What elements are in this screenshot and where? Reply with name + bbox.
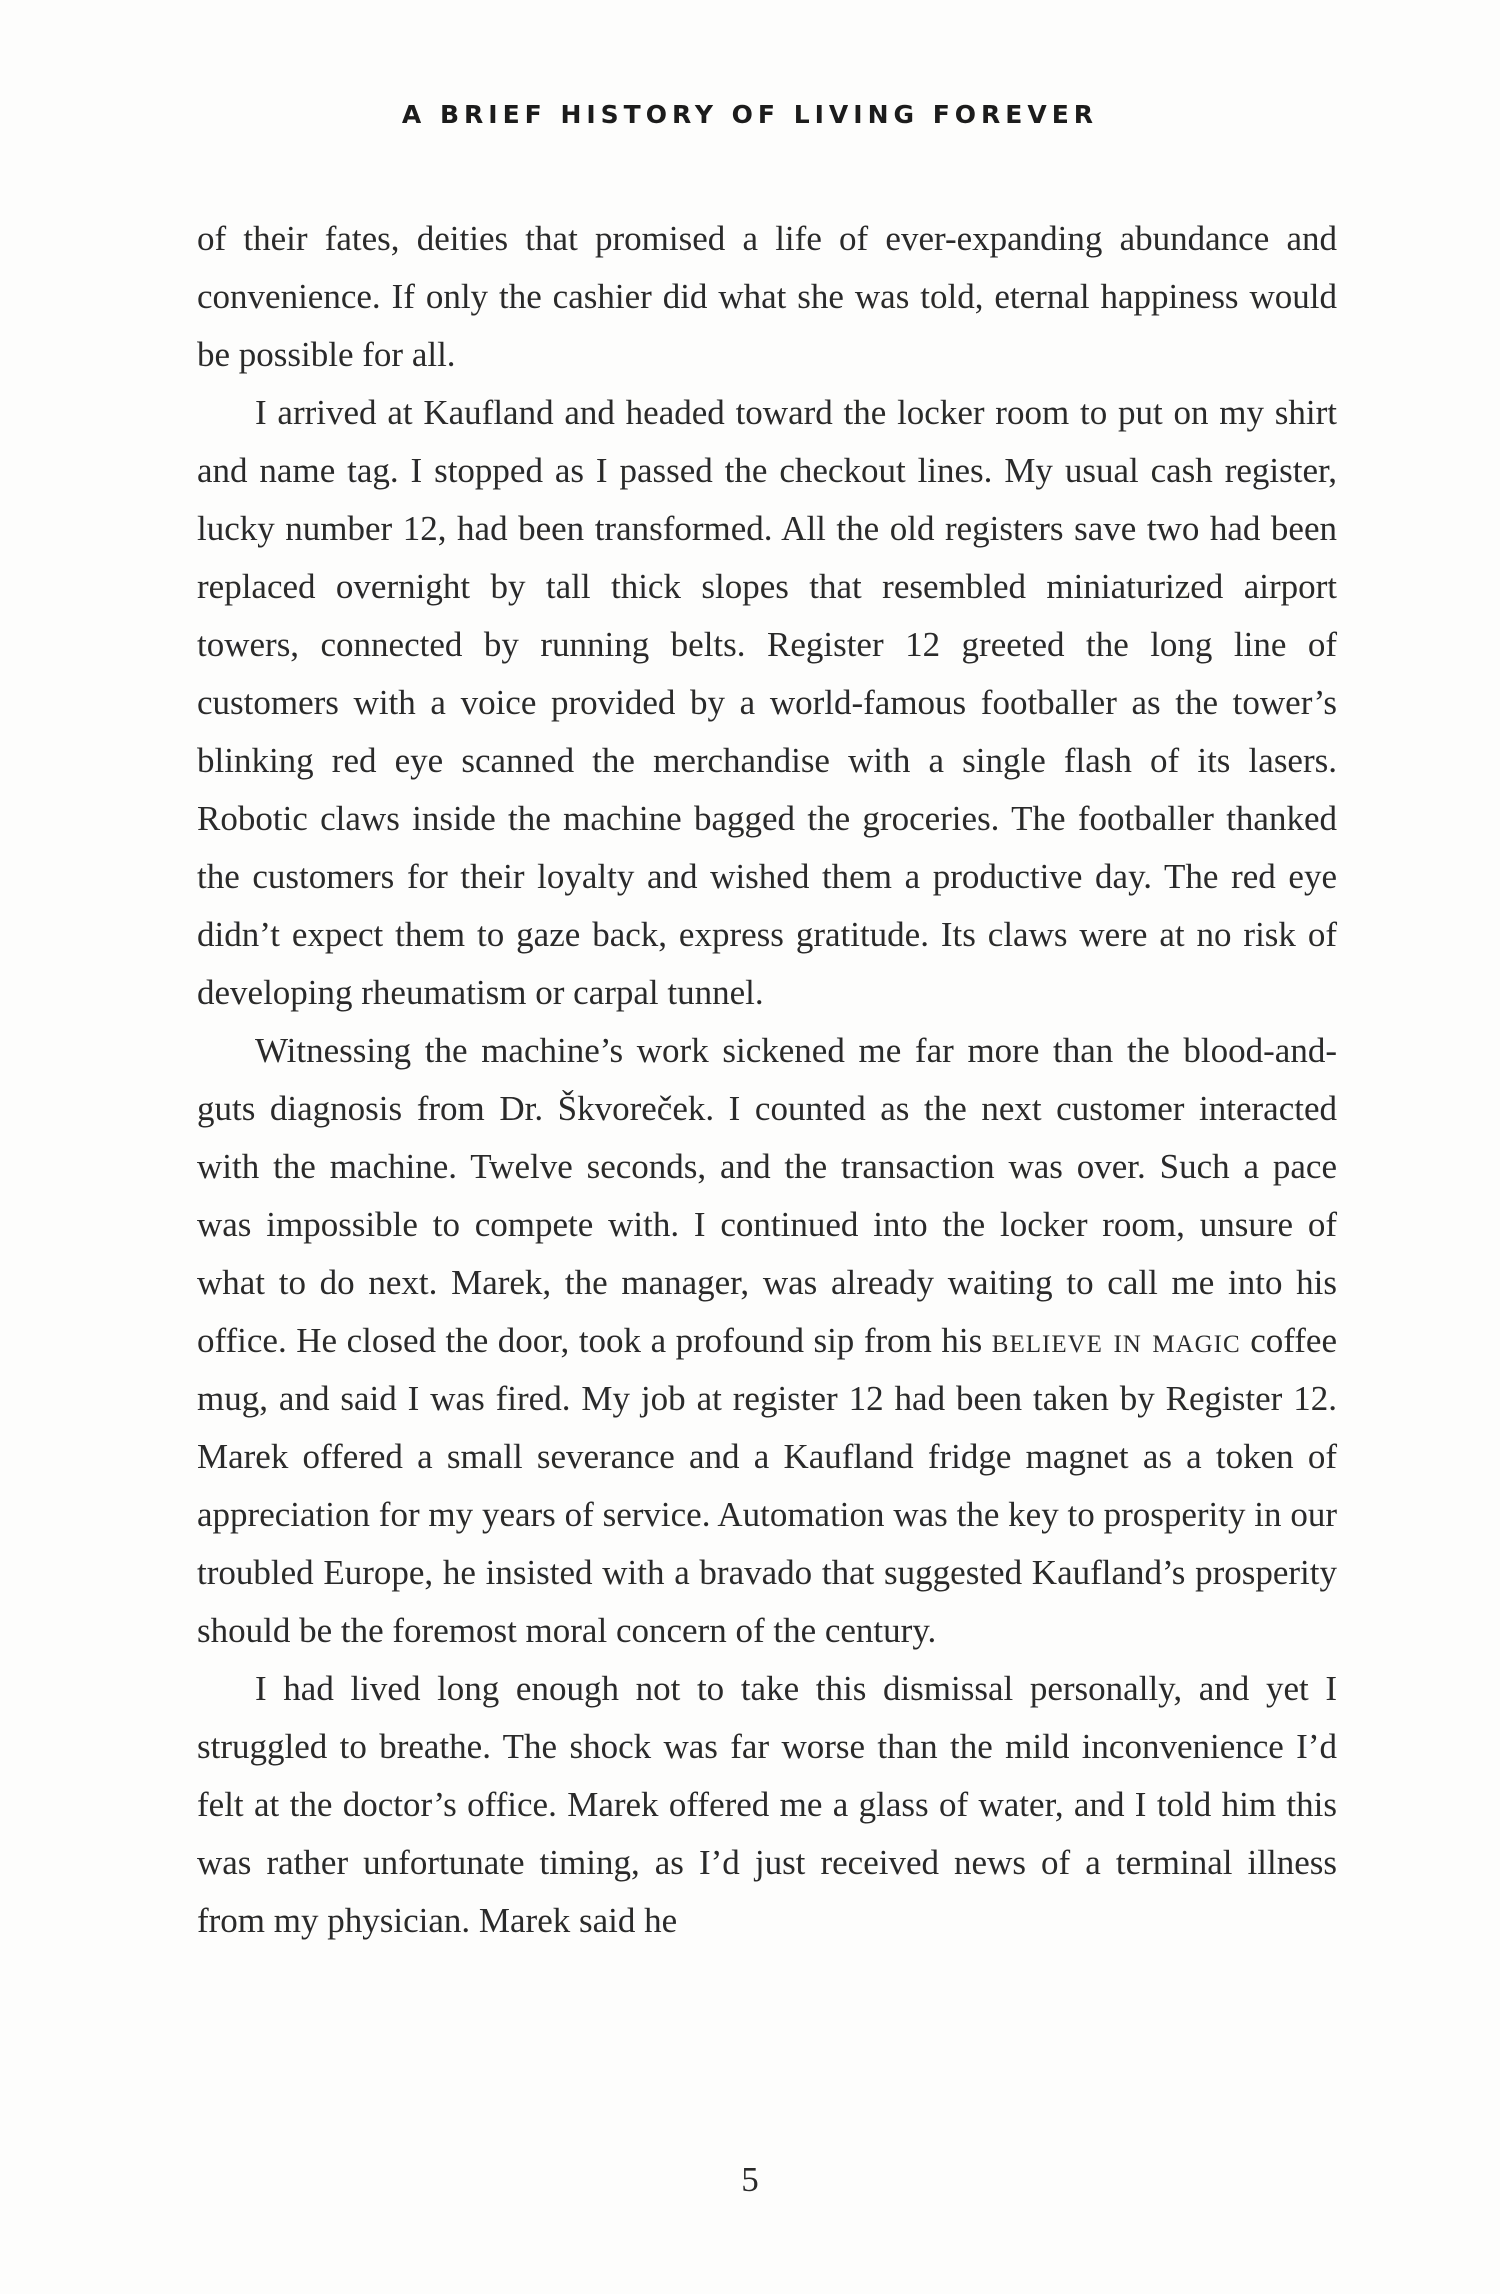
body-text [197,210,1337,1950]
page-number: 5 [741,2160,759,2199]
paragraph-3-part-2: coffee mug, and said I was fired. My job at register 12 had been taken by Register 12. Marek offered a small severance and a Kaufland fridge magnet as a token of appreciation for my years of service. Automation was the key to prosperity in our troubled Europe, he insisted with a bravado that suggested Kaufland’s prosperity should be the foremost moral concern of the century. [197,1321,1338,1650]
paragraph-3-part-1: Witnessing the machine’s work sickened me far more than the blood-and-guts diagnosis from Dr. Škvoreček. I counted as the next customer interacted with the machine. Twelve seconds, and the transaction was over. Such a pace was impossible to compete with. I continued into the locker room, unsure of what to do next. Marek, the manager, was already waiting to call me into his office. He closed the door, took a profound sip from his [197,1031,1337,1360]
mug-slogan: believe in magic [991,1321,1241,1360]
paragraph-1: of their fates, deities that promised a life of ever-expanding abundance and convenience. If only the cashier did what she was told, eternal happiness would be possible for all. [197,219,1337,374]
paragraph-3 [197,1022,1337,1660]
paragraph-2: I arrived at Kaufland and headed toward the locker room to put on my shirt and name tag. I stopped as I passed the checkout lines. My usual cash register, lucky number 12, had been transformed. All the old registers save two had been replaced overnight by tall thick slopes that resembled miniaturized airport towers, connected by running belts. Register 12 greeted the long line of customers with a voice provided by a world-famous footballer as the tower’s blinking red eye scanned the merchandise with a single flash of its lasers. Robotic claws inside the machine bagged the groceries. The footballer thanked the customers for their loyalty and wished them a productive day. The red eye didn’t expect them to gaze back, express gratitude. Its claws were at no risk of developing rheumatism or carpal tunnel. [197,393,1337,1012]
paragraph-4: I had lived long enough not to take this dismissal personally, and yet I struggled to breathe. The shock was far worse than the mild inconvenience I’d felt at the doctor’s office. Marek offered me a glass of water, and I told him this was rather unfortunate timing, as I’d just received news of a terminal illness from my physician. Marek said he [197,1669,1337,1940]
running-head: A BRIEF HISTORY OF LIVING FOREVER [401,100,1099,129]
